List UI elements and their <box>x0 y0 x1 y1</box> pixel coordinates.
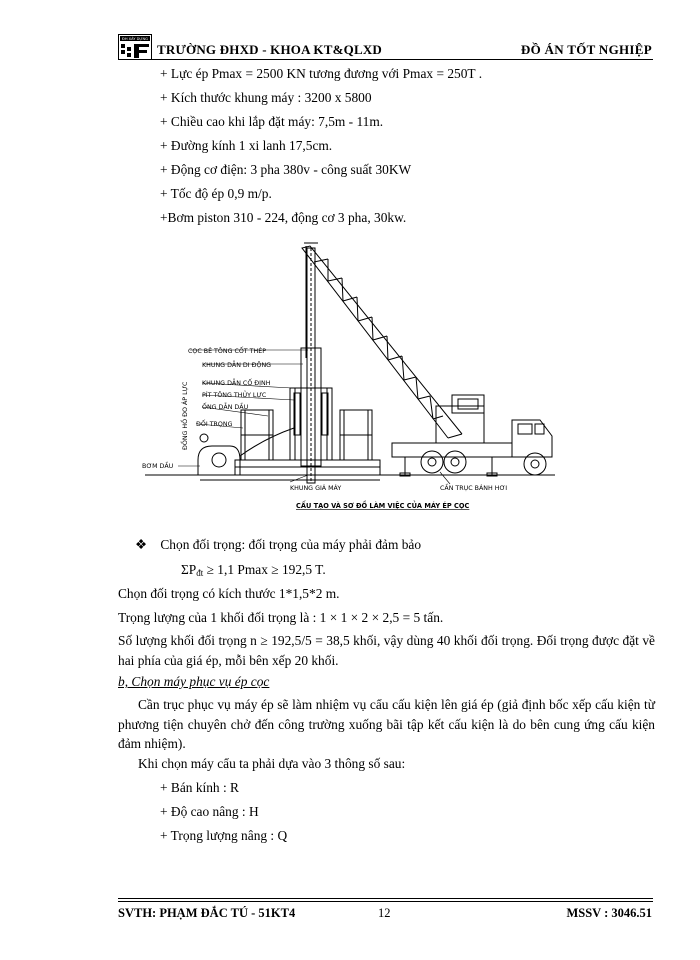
label-oil-pump: BƠM DẦU <box>142 463 174 470</box>
counterweight-block <box>340 435 372 460</box>
footer-student: SVTH: PHẠM ĐẮC TÚ - 51KT4 <box>118 906 296 920</box>
university-logo <box>118 34 152 60</box>
counterweight-weight: Trọng lượng của 1 khối đối trọng là : 1 × 1 × 2 × 2,5 = 5 tấn. <box>118 610 444 625</box>
label-hydraulic-piston: PÍT TÔNG THỦY LỰC <box>202 392 267 399</box>
params-intro: Khi chọn máy cẩu ta phải dựa vào 3 thông số sau: <box>138 756 406 771</box>
label-machine-frame: KHUNG GIÁ MÁY <box>290 485 342 492</box>
spec-line: +Bơm piston 310 - 224, động cơ 3 pha, 30kw. <box>160 210 407 225</box>
header-rule <box>118 59 653 60</box>
spec-line: + Chiều cao khi lắp đặt máy: 7,5m - 11m. <box>160 114 384 129</box>
spec-line: + Đường kính 1 xi lanh 17,5cm. <box>160 138 333 153</box>
spec-line: + Kích thước khung máy : 3200 x 5800 <box>160 90 372 105</box>
section-title: b, Chọn máy phục vụ ép cọc <box>118 674 270 689</box>
figure-caption: CẤU TẠO VÀ SƠ ĐỒ LÀM VIỆC CỦA MÁY ÉP CỌC <box>296 502 470 510</box>
choose-counterweight-text: Chọn đối trọng: đối trọng của máy phải đảm bảo <box>160 537 422 552</box>
counterweight-formula: $\Sigma P_{đt} \ge 1,1$ Pmax ≥ 192,5 T. <box>181 562 326 578</box>
counterweight-block <box>241 410 273 435</box>
pile-press-diagram <box>140 238 560 520</box>
spec-line: + Tốc độ ép 0,9 m/p. <box>160 186 272 201</box>
counterweight-bullet <box>135 537 421 553</box>
label-movable-frame: KHUNG DẪN DI ĐỘNG <box>202 362 272 369</box>
label-oil-pipe: ỐNG DẪN DẦU <box>202 404 249 411</box>
crane-boom <box>302 246 462 438</box>
param-item: + Bán kính : R <box>160 780 239 795</box>
logo-text: ĐH XÂY DỰNG <box>122 37 148 41</box>
crane-wheel <box>524 453 546 475</box>
counterweight-block <box>340 410 372 435</box>
header-school: TRƯỜNG ĐHXD - KHOA KT&QLXD <box>157 42 383 57</box>
page-number: 12 <box>378 906 391 920</box>
crane-wheel <box>421 451 443 473</box>
pressure-gauge <box>200 434 208 442</box>
crane-wheel <box>444 451 466 473</box>
header-title: ĐỒ ÁN TỐT NGHIỆP <box>520 42 652 57</box>
counterweight-size: Chọn đối trọng có kích thước 1*1,5*2 m. <box>118 586 340 601</box>
diamond-bullet-icon: ❖ <box>135 537 148 552</box>
label-pile: CỌC BÊ TÔNG CỐT THÉP <box>188 348 267 355</box>
label-fixed-frame: KHUNG DẪN CỐ ĐỊNH <box>202 380 271 387</box>
spec-line: + Động cơ điện: 3 pha 380v - công suất 30KW <box>160 162 412 177</box>
footer-rule <box>118 898 653 899</box>
crane-chassis <box>392 443 512 457</box>
oil-pump <box>198 446 240 475</box>
param-item: + Độ cao nâng : H <box>160 804 259 819</box>
spec-line: + Lực ép Pmax = 2500 KN tương đương với Pmax = 250T . <box>160 66 483 81</box>
param-item: + Trọng lượng nâng : Q <box>160 828 288 843</box>
label-crane: CẦN TRỤC BÁNH HƠI <box>440 485 508 492</box>
label-pressure-gauge: ĐỒNG HỒ ĐO ÁP LỰC <box>182 381 189 450</box>
crane-house <box>436 406 484 443</box>
footer-student-id: MSSV : 3046.51 <box>566 906 652 920</box>
label-counterweight: ĐỐI TRỌNG <box>196 421 233 428</box>
crane-paragraph: Cần trục phục vụ máy ép sẽ làm nhiệm vụ cẩu cấu kiện lên giá ép (giả định bốc xếp cấu kiện từ phương tiện chuyên chở đến công trường xuống bãi tập kết cấu kiện là do bên cung ứng cấu kiện đảm nhiệm). <box>118 697 655 751</box>
counterweight-count-paragraph: Số lượng khối đối trọng n ≥ 192,5/5 = 38,5 khối, vậy dùng 40 khối đối trọng. Đối trọng được đặt về hai phía của giá ép, mỗi bên xếp 20 khối. <box>118 633 655 668</box>
oil-pipe <box>240 428 294 456</box>
footer-rule <box>118 901 653 902</box>
